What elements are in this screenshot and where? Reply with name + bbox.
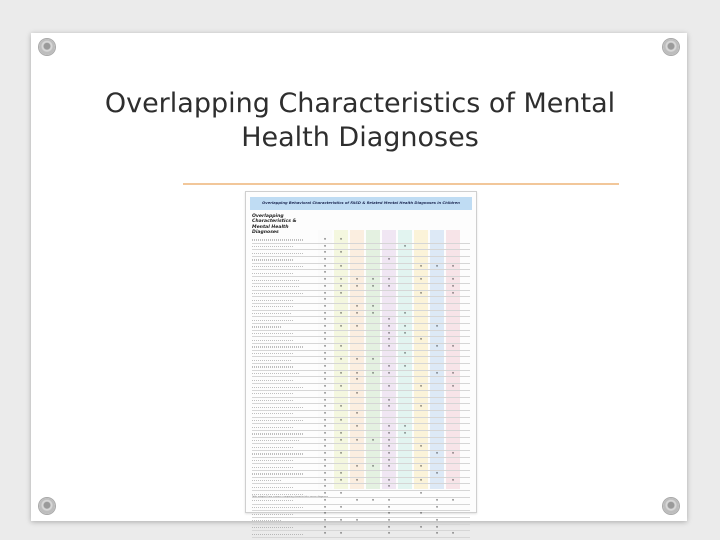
table-check-mark: ✕ — [323, 424, 327, 429]
table-row — [252, 398, 470, 405]
table-check-mark: ✕ — [339, 430, 343, 435]
table-check-mark: ✕ — [387, 323, 391, 328]
table-row-label — [252, 453, 303, 454]
table-row-label — [252, 407, 303, 408]
table-check-mark: ✕ — [387, 337, 391, 342]
table-check-mark: ✕ — [355, 410, 359, 415]
table-check-mark: ✕ — [323, 364, 327, 369]
table-check-mark: ✕ — [323, 297, 327, 302]
pin-icon — [39, 498, 55, 514]
table-row — [252, 438, 470, 445]
table-check-mark: ✕ — [323, 303, 327, 308]
table-row-label — [252, 534, 303, 535]
table-check-mark: ✕ — [339, 531, 343, 536]
table-check-mark: ✕ — [323, 270, 327, 275]
table-check-mark: ✕ — [323, 484, 327, 489]
table-row-label — [252, 286, 300, 287]
table-row — [252, 331, 470, 338]
table-check-mark: ✕ — [387, 370, 391, 375]
table-check-mark: ✕ — [323, 517, 327, 522]
table-check-mark: ✕ — [323, 310, 327, 315]
slide — [31, 33, 687, 536]
table-check-mark: ✕ — [323, 531, 327, 536]
table-check-mark: ✕ — [451, 277, 455, 282]
table-row — [252, 458, 470, 465]
table-check-mark: ✕ — [323, 437, 327, 442]
table-row — [252, 297, 470, 304]
table-check-mark: ✕ — [387, 277, 391, 282]
table-check-mark: ✕ — [323, 323, 327, 328]
table-row — [252, 324, 470, 331]
table-row-label — [252, 320, 294, 321]
table-row — [252, 377, 470, 384]
table-check-mark: ✕ — [435, 497, 439, 502]
table-check-mark: ✕ — [419, 337, 423, 342]
table-check-mark: ✕ — [355, 283, 359, 288]
table-check-mark: ✕ — [435, 263, 439, 268]
table-row — [252, 444, 470, 451]
table-row — [252, 531, 470, 538]
table-check-mark: ✕ — [323, 397, 327, 402]
table-row-label — [252, 527, 294, 528]
table-check-mark: ✕ — [451, 370, 455, 375]
table-check-mark: ✕ — [387, 497, 391, 502]
table-check-mark: ✕ — [323, 237, 327, 241]
table-check-mark: ✕ — [339, 384, 343, 389]
table-check-mark: ✕ — [371, 277, 375, 282]
table-row-label — [252, 273, 294, 274]
table-check-mark: ✕ — [323, 404, 327, 409]
table-check-mark: ✕ — [355, 303, 359, 308]
table-check-mark: ✕ — [339, 370, 343, 375]
table-check-mark: ✕ — [323, 357, 327, 362]
table-check-mark: ✕ — [387, 484, 391, 489]
table-footer: Table adapted from resource comparing characteristics across diagnoses — [252, 496, 328, 498]
title-divider — [183, 183, 619, 185]
table-row-label — [252, 494, 303, 495]
table-check-mark: ✕ — [323, 417, 327, 422]
table-check-mark: ✕ — [355, 277, 359, 282]
table-check-mark: ✕ — [371, 357, 375, 362]
table-check-mark: ✕ — [339, 504, 343, 509]
table-check-mark: ✕ — [451, 497, 455, 502]
table-check-mark: ✕ — [323, 277, 327, 282]
table-check-mark: ✕ — [339, 250, 343, 255]
table-row-label — [252, 487, 294, 488]
table-row-label — [252, 360, 291, 361]
table-check-mark: ✕ — [387, 477, 391, 482]
table-check-mark: ✕ — [323, 491, 327, 496]
table-check-mark: ✕ — [403, 364, 407, 369]
table-check-mark: ✕ — [403, 243, 407, 248]
table-check-mark: ✕ — [339, 517, 343, 522]
table-check-mark: ✕ — [323, 377, 327, 382]
table-check-mark: ✕ — [323, 317, 327, 322]
table-check-mark: ✕ — [387, 344, 391, 348]
table-check-mark: ✕ — [323, 250, 327, 255]
table-row — [252, 404, 470, 411]
table-check-mark: ✕ — [419, 444, 423, 449]
table-row-label — [252, 514, 294, 515]
table-check-mark: ✕ — [339, 277, 343, 282]
table-row-label — [252, 346, 303, 347]
table-check-mark: ✕ — [387, 451, 391, 455]
table-check-mark: ✕ — [339, 237, 343, 241]
table-check-mark: ✕ — [387, 283, 391, 288]
table-title: Overlapping Behavioral Characteristics of FASD & Related Mental Health Diagnoses in Children — [250, 197, 472, 210]
table-row — [252, 431, 470, 438]
table-check-mark: ✕ — [419, 404, 423, 409]
table-check-mark: ✕ — [339, 344, 343, 348]
table-check-mark: ✕ — [387, 511, 391, 516]
table-check-mark: ✕ — [387, 330, 391, 335]
table-check-mark: ✕ — [403, 330, 407, 335]
table-check-mark: ✕ — [323, 384, 327, 389]
table-check-mark: ✕ — [387, 457, 391, 462]
table-check-mark: ✕ — [371, 497, 375, 502]
table-check-mark: ✕ — [419, 491, 423, 496]
table-check-mark: ✕ — [323, 497, 327, 502]
table-row-label — [252, 447, 294, 448]
table-row — [252, 464, 470, 471]
table-check-mark: ✕ — [371, 464, 375, 469]
table-check-mark: ✕ — [387, 437, 391, 442]
table-row-label — [252, 280, 300, 281]
table-row-label — [252, 353, 294, 354]
table-row — [252, 484, 470, 491]
table-check-mark: ✕ — [323, 511, 327, 516]
slide-title-line-2: Health Diagnoses — [241, 122, 479, 153]
diagnosis-comparison-table-image — [245, 191, 477, 536]
table-check-mark: ✕ — [323, 464, 327, 469]
table-check-mark: ✕ — [323, 283, 327, 288]
table-check-mark: ✕ — [355, 497, 359, 502]
table-check-mark: ✕ — [339, 310, 343, 315]
table-check-mark: ✕ — [451, 451, 455, 455]
table-check-mark: ✕ — [435, 451, 439, 455]
table-check-mark: ✕ — [419, 384, 423, 389]
table-check-mark: ✕ — [435, 344, 439, 348]
table-row-label — [252, 467, 294, 468]
table-check-mark: ✕ — [419, 524, 423, 529]
table-check-mark: ✕ — [323, 370, 327, 375]
table-row — [252, 391, 470, 398]
table-check-mark: ✕ — [339, 263, 343, 268]
table-row — [252, 257, 470, 264]
table-row-label — [252, 387, 303, 388]
table-check-mark: ✕ — [435, 517, 439, 522]
table-row-label — [252, 400, 294, 401]
table-check-mark: ✕ — [339, 477, 343, 482]
table-check-mark: ✕ — [355, 377, 359, 382]
table-row-label — [252, 480, 282, 481]
table-check-mark: ✕ — [435, 323, 439, 328]
table-row — [252, 337, 470, 344]
table-check-mark: ✕ — [387, 424, 391, 429]
table-check-mark: ✕ — [403, 310, 407, 315]
table-row — [252, 270, 470, 277]
table-check-mark: ✕ — [323, 344, 327, 348]
table-check-mark: ✕ — [387, 397, 391, 402]
table-check-mark: ✕ — [355, 370, 359, 375]
table-row-label — [252, 259, 294, 260]
table-check-mark: ✕ — [339, 290, 343, 295]
table-check-mark: ✕ — [339, 451, 343, 455]
table-row — [252, 357, 470, 364]
table-check-mark: ✕ — [323, 410, 327, 415]
table-row — [252, 311, 470, 318]
table-check-mark: ✕ — [339, 491, 343, 496]
table-row — [252, 304, 470, 311]
table-row — [252, 384, 470, 391]
table-row-label — [252, 373, 300, 374]
pin-icon — [663, 498, 679, 514]
table-row-label — [252, 440, 300, 441]
table-check-mark: ✕ — [355, 323, 359, 328]
table-row-label — [252, 239, 303, 240]
table-row — [252, 237, 470, 244]
table-row-label — [252, 340, 294, 341]
table-check-mark: ✕ — [451, 283, 455, 288]
table-row-label — [252, 306, 294, 307]
table-check-mark: ✕ — [419, 263, 423, 268]
table-row-label — [252, 427, 294, 428]
table-check-mark: ✕ — [355, 464, 359, 469]
table-row-label — [252, 433, 303, 434]
table-check-mark: ✕ — [323, 263, 327, 268]
table-row-label — [252, 380, 294, 381]
table-check-mark: ✕ — [355, 390, 359, 395]
table-check-mark: ✕ — [355, 517, 359, 522]
table-row-label — [252, 313, 291, 314]
table-check-mark: ✕ — [435, 524, 439, 529]
table-row — [252, 418, 470, 425]
table-check-mark: ✕ — [419, 464, 423, 469]
table-check-mark: ✕ — [451, 384, 455, 389]
table-check-mark: ✕ — [323, 337, 327, 342]
table-row — [252, 244, 470, 251]
table-check-mark: ✕ — [371, 303, 375, 308]
table-row — [252, 264, 470, 271]
table-check-mark: ✕ — [323, 504, 327, 509]
table-row — [252, 411, 470, 418]
table-check-mark: ✕ — [339, 323, 343, 328]
table-check-mark: ✕ — [323, 477, 327, 482]
table-check-mark: ✕ — [355, 477, 359, 482]
table-check-mark: ✕ — [387, 517, 391, 522]
table-check-mark: ✕ — [419, 477, 423, 482]
table-check-mark: ✕ — [323, 243, 327, 248]
table-row-label — [252, 473, 303, 474]
table-check-mark: ✕ — [451, 477, 455, 482]
pin-icon — [663, 39, 679, 55]
table-body — [252, 237, 470, 538]
table-row-label — [252, 266, 303, 267]
table-row — [252, 344, 470, 351]
table-check-mark: ✕ — [323, 471, 327, 476]
table-check-mark: ✕ — [371, 283, 375, 288]
table-check-mark: ✕ — [419, 290, 423, 295]
table-row — [252, 371, 470, 378]
table-check-mark: ✕ — [387, 384, 391, 389]
table-row-label — [252, 326, 282, 327]
table-row-label — [252, 460, 294, 461]
table-check-mark: ✕ — [435, 370, 439, 375]
table-check-mark: ✕ — [451, 290, 455, 295]
table-check-mark: ✕ — [387, 504, 391, 509]
table-check-mark: ✕ — [387, 364, 391, 369]
table-check-mark: ✕ — [371, 310, 375, 315]
table-check-mark: ✕ — [339, 357, 343, 362]
table-row — [252, 364, 470, 371]
table-row — [252, 317, 470, 324]
table-row — [252, 478, 470, 485]
table-row-label — [252, 300, 294, 301]
table-check-mark: ✕ — [371, 370, 375, 375]
table-check-mark: ✕ — [419, 277, 423, 282]
table-check-mark: ✕ — [339, 471, 343, 476]
table-check-mark: ✕ — [355, 437, 359, 442]
slide-title-line-1: Overlapping Characteristics of Mental — [104, 88, 616, 119]
table-check-mark: ✕ — [323, 457, 327, 462]
table-row-label — [252, 413, 294, 414]
table-check-mark: ✕ — [355, 357, 359, 362]
table-row — [252, 250, 470, 257]
pin-icon — [39, 39, 55, 55]
table-row-label — [252, 253, 303, 254]
table-check-mark: ✕ — [435, 471, 439, 476]
table-row-label — [252, 393, 294, 394]
table-check-mark: ✕ — [339, 283, 343, 288]
table-row — [252, 451, 470, 458]
table-check-mark: ✕ — [355, 424, 359, 429]
table-check-mark: ✕ — [323, 290, 327, 295]
table-row — [252, 291, 470, 298]
table-check-mark: ✕ — [339, 437, 343, 442]
table-check-mark: ✕ — [403, 430, 407, 435]
table-row — [252, 511, 470, 518]
table-check-mark: ✕ — [387, 464, 391, 469]
table-row-label — [252, 246, 294, 247]
table-check-mark: ✕ — [323, 524, 327, 529]
table-row — [252, 424, 470, 431]
table-check-mark: ✕ — [451, 344, 455, 348]
table-check-mark: ✕ — [323, 444, 327, 449]
table-check-mark: ✕ — [435, 504, 439, 509]
table-row — [252, 525, 470, 532]
table-row — [252, 518, 470, 525]
table-check-mark: ✕ — [403, 424, 407, 429]
table-check-mark: ✕ — [323, 430, 327, 435]
table-row — [252, 277, 470, 284]
table-row-label — [252, 520, 282, 521]
table-check-mark: ✕ — [371, 437, 375, 442]
table-row-label — [252, 366, 294, 367]
table-check-mark: ✕ — [403, 323, 407, 328]
table-row-label — [252, 420, 303, 421]
table-subtitle: Overlapping Characteristics & Mental Health Diagnoses — [252, 214, 297, 236]
table-row — [252, 351, 470, 358]
table-check-mark: ✕ — [451, 531, 455, 536]
table-check-mark: ✕ — [323, 330, 327, 335]
table-check-mark: ✕ — [339, 417, 343, 422]
table-check-mark: ✕ — [387, 444, 391, 449]
table-check-mark: ✕ — [323, 451, 327, 455]
table-check-mark: ✕ — [387, 317, 391, 322]
table-check-mark: ✕ — [435, 531, 439, 536]
table-row — [252, 284, 470, 291]
table-row — [252, 471, 470, 478]
table-check-mark: ✕ — [387, 531, 391, 536]
table-check-mark: ✕ — [387, 524, 391, 529]
table-check-mark: ✕ — [339, 404, 343, 409]
table-check-mark: ✕ — [323, 390, 327, 395]
table-check-mark: ✕ — [387, 257, 391, 262]
table-check-mark: ✕ — [323, 350, 327, 355]
table-check-mark: ✕ — [387, 404, 391, 409]
table-check-mark: ✕ — [387, 430, 391, 435]
table-check-mark: ✕ — [355, 310, 359, 315]
table-check-mark: ✕ — [419, 511, 423, 516]
table-check-mark: ✕ — [403, 350, 407, 355]
slide-title — [71, 87, 649, 155]
table-check-mark: ✕ — [323, 257, 327, 262]
table-row-label — [252, 293, 303, 294]
table-check-mark: ✕ — [451, 263, 455, 268]
table-row-label — [252, 333, 294, 334]
